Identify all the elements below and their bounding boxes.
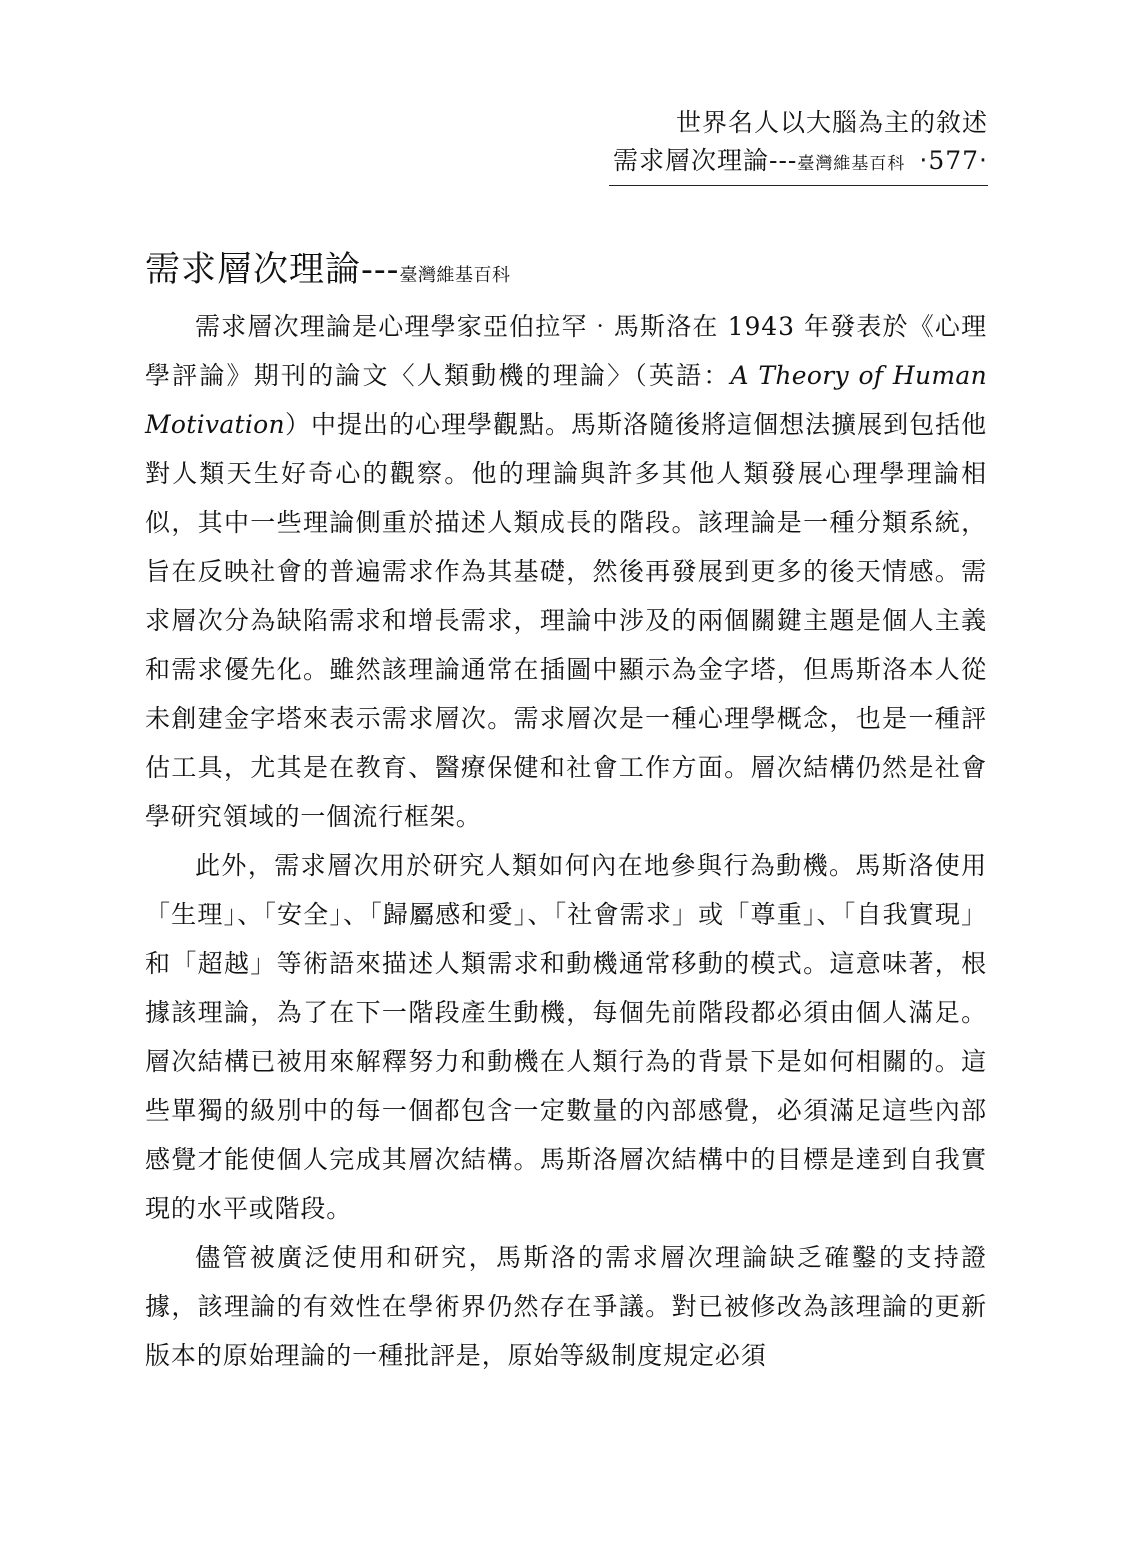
paragraph-2: 此外，需求層次用於研究人類如何內在地參與行為動機。馬斯洛使用「生理」、「安全」、「歸屬感和愛」、「社會需求」或「尊重」、「自我實現」和「超越」等術語來描述人類需求和動機通常移動的模式。這意味著，根據該理論，為了在下一階段產生動機，每個先前階段都必須由個人滿足。層次結構已被用來解釋努力和動機在人類行為的背景下是如何相關的。這些單獨的級別中的每一個都包含一定數量的內部感覺，必須滿足這些內部感覺才能使個人完成其層次結構。馬斯洛層次結構中的目標是達到自我實現的水平或階段。 [145, 851, 987, 1223]
article-body [145, 302, 987, 1380]
article-title-source: 臺灣維基百科 [399, 265, 511, 286]
header-book-title: 世界名人以大腦為主的敘述 [675, 108, 988, 137]
header-chapter-source: 臺灣維基百科 [797, 154, 906, 174]
paragraph-1-text-a: 需求層次理論是心理學家亞伯拉罕‧馬斯洛在 1943 年發表於《心理學評論》期刊的論文〈人類動機的理論〉（英語： [145, 312, 987, 390]
article-title-main: 需求層次理論--- [145, 250, 400, 290]
article-title [145, 248, 510, 298]
paragraph-1-text-b: ）中提出的心理學觀點。馬斯洛隨後將這個想法擴展到包括他對人類天生好奇心的觀察。他的理論與許多其他人類發展心理學理論相似，其中一些理論側重於描述人類成長的階段。該理論是一種分類系統，旨在反映社會的普遍需求作為其基礎，然後再發展到更多的後天情感。需求層次分為缺陷需求和增長需求，理論中涉及的兩個關鍵主題是個人主義和需求優先化。雖然該理論通常在插圖中顯示為金字塔，但馬斯洛本人從未創建金字塔來表示需求層次。需求層次是一種心理學概念，也是一種評估工具，尤其是在教育、醫療保健和社會工作方面。層次結構仍然是社會學研究領域的一個流行框架。 [145, 410, 987, 831]
paragraph-3: 儘管被廣泛使用和研究，馬斯洛的需求層次理論缺乏確鑿的支持證據，該理論的有效性在學術界仍然存在爭議。對已被修改為該理論的更新版本的原始理論的一種批評是，原始等級制度規定必須 [145, 1243, 987, 1370]
running-header [609, 104, 988, 186]
header-chapter-line [609, 142, 988, 186]
paragraph-1 [145, 302, 987, 841]
page-number: ‧577‧ [919, 146, 988, 175]
paragraph-1-english-title: A Theory of Human Motivation [145, 361, 987, 439]
header-chapter-title: 需求層次理論--- [613, 146, 798, 175]
